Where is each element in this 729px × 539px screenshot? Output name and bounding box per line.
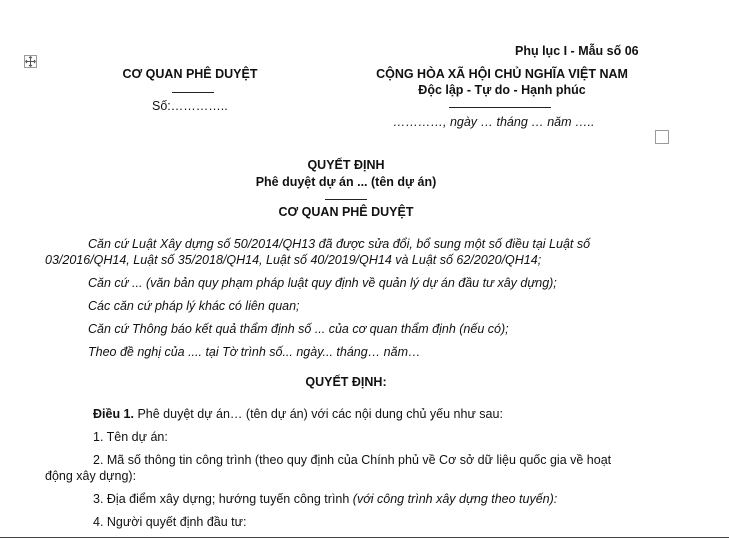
nation-title: CỘNG HÒA XÃ HỘI CHỦ NGHĨA VIỆT NAM [376, 67, 628, 81]
preamble-paragraph-5: Theo đề nghị của .... tại Tờ trình số... ngày... tháng… năm… [88, 345, 421, 359]
authority-heading: CƠ QUAN PHÊ DUYỆT [278, 205, 414, 219]
item-2: 2. Mã số thông tin công trình (theo quy định của Chính phủ về Cơ sở dữ liệu quốc gia về hoạt [93, 453, 612, 467]
move-handle-icon[interactable] [24, 55, 37, 68]
preamble-paragraph-1-cont: 03/2016/QH14, Luật số 35/2018/QH14, Luật số 40/2019/QH14 và Luật số 62/2020/QH14; [45, 253, 542, 267]
document-number: Số:………….. [152, 99, 228, 113]
motto-underline [449, 107, 551, 108]
page-bottom-edge [0, 537, 729, 538]
document-subtitle: Phê duyệt dự án ... (tên dự án) [255, 175, 437, 189]
checkbox[interactable] [655, 130, 669, 144]
item-1: 1. Tên dự án: [93, 430, 168, 444]
agency-underline [172, 92, 214, 93]
preamble-paragraph-1: Căn cứ Luật Xây dựng số 50/2014/QH13 đã được sửa đổi, bổ sung một số điều tại Luật số [88, 237, 591, 251]
preamble-paragraph-3: Các căn cứ pháp lý khác có liên quan; [88, 299, 300, 313]
item-3-note: (với công trình xây dựng theo tuyến): [352, 492, 558, 506]
item-3-text: 3. Địa điểm xây dựng; hướng tuyến công trình [93, 492, 353, 506]
item-3 [93, 492, 557, 506]
item-2-cont: động xây dựng): [45, 469, 137, 483]
title-underline [325, 199, 367, 200]
agency-name: CƠ QUAN PHÊ DUYỆT [122, 67, 258, 81]
document-title: QUYẾT ĐỊNH [307, 158, 385, 172]
preamble-paragraph-4: Căn cứ Thông báo kết quả thẩm định số ... của cơ quan thẩm định (nếu có); [88, 322, 509, 336]
appendix-label: Phụ lục I - Mẫu số 06 [515, 44, 639, 58]
article-1 [93, 407, 503, 421]
date-line: …………, ngày … tháng … năm ….. [393, 115, 595, 129]
article-1-text: Phê duyệt dự án… (tên dự án) với các nội dung chủ yếu như sau: [134, 407, 503, 421]
article-1-label: Điều 1. [93, 407, 134, 421]
decision-heading: QUYẾT ĐỊNH: [305, 375, 387, 389]
item-4: 4. Người quyết định đầu tư: [93, 515, 247, 529]
nation-motto: Độc lập - Tự do - Hạnh phúc [418, 83, 586, 97]
preamble-paragraph-2: Căn cứ ... (văn bản quy phạm pháp luật quy định về quản lý dự án đầu tư xây dựng); [88, 276, 557, 290]
